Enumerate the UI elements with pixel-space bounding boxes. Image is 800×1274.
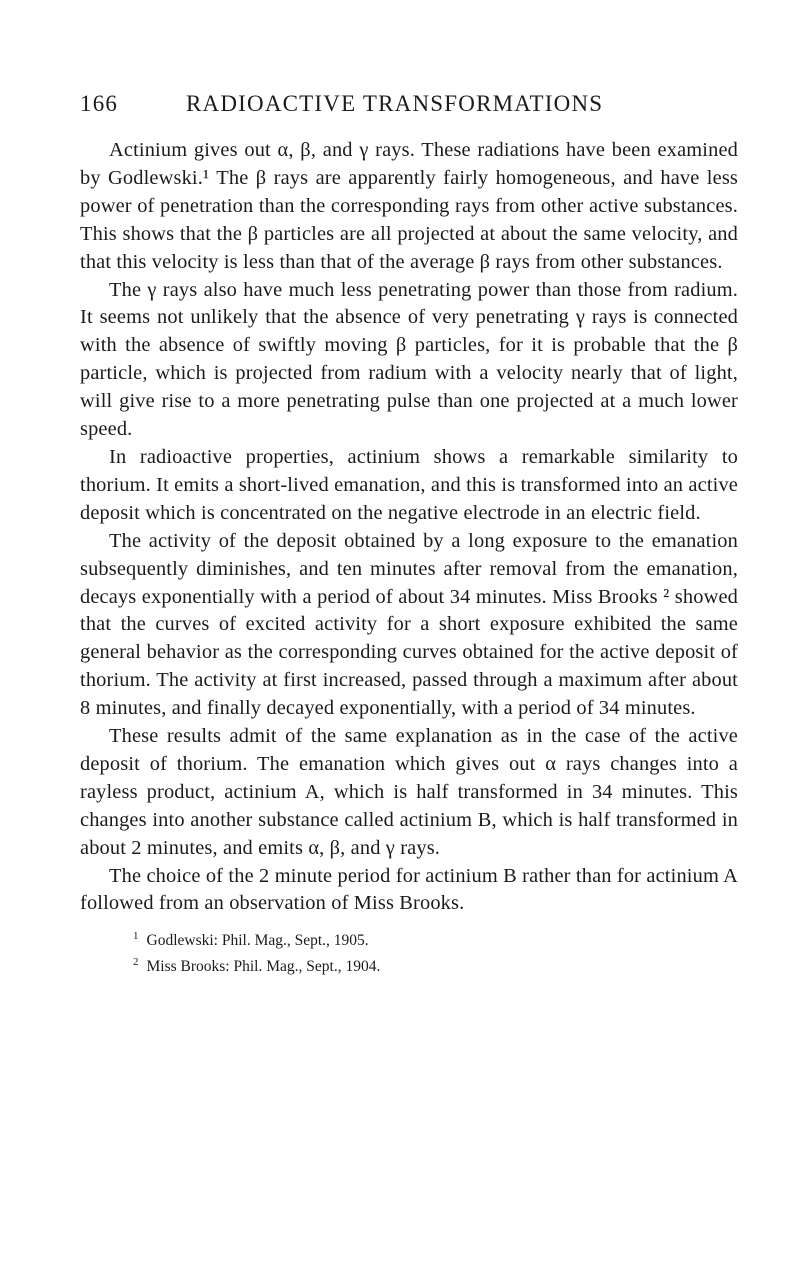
book-page (80, 86, 738, 977)
footnote-mark: 1 (133, 930, 139, 943)
page-number: 166 (80, 91, 119, 116)
footnote (133, 952, 738, 977)
footnotes (80, 926, 738, 976)
footnote-mark: 2 (133, 955, 139, 968)
paragraph-actinium-rays: Actinium gives out α, β, and γ rays. These radiations have been examined by Godlewski.¹ The β rays are apparently fairly homogeneous, and have less power of penetration than the corresponding rays from other active substances. This shows that the β particles are all projected at about the same velocity, and that this velocity is less than that of the average β rays from other substances. (80, 139, 738, 273)
footnote-text: Miss Brooks: Phil. Mag., Sept., 1904. (146, 957, 381, 975)
paragraph-thorium-similarity: In radioactive properties, actinium shows a remarkable similarity to thorium. It emits a short-lived emanation, and this is transformed into an active deposit which is concentrated on the negative electrode in an electric field. (80, 445, 738, 524)
paragraph-gamma-rays: The γ rays also have much less penetrating power than those from radium. It seems not unlikely that the absence of very penetrating γ rays is connected with the absence of swiftly moving β particles, for it is probable that the β particle, which is projected from radium with a velocity nearly that of light, will give rise to a more penetrating pulse than one projected at a much lower speed. (80, 278, 738, 441)
body-text (80, 137, 738, 918)
running-title: RADIOACTIVE TRANSFORMATIONS (186, 91, 604, 116)
running-head (80, 86, 738, 122)
paragraph-deposit-activity: The activity of the deposit obtained by a long exposure to the emanation subsequently diminishes, and ten minutes after removal from the emanation, decays exponentially with a period of about 34 minutes. Miss Brooks ² showed that the curves of excited activity for a short exposure exhibited the same general behavior as the corresponding curves obtained for the active deposit of thorium. The activity at first increased, passed through a maximum after about 8 minutes, and finally decayed exponentially, with a period of 34 minutes. (80, 529, 738, 720)
paragraph-explanation: These results admit of the same explanation as in the case of the active deposit of thorium. The emanation which gives out α rays changes into a rayless product, actinium A, which is half transformed in 34 minutes. This changes into another substance called actinium B, which is half transformed in about 2 minutes, and emits α, β, and γ rays. (80, 725, 738, 859)
footnote (133, 926, 738, 951)
paragraph-period-choice: The choice of the 2 minute period for actinium B rather than for actinium A followed from an observation of Miss Brooks. (80, 864, 738, 915)
footnote-text: Godlewski: Phil. Mag., Sept., 1905. (146, 932, 369, 950)
